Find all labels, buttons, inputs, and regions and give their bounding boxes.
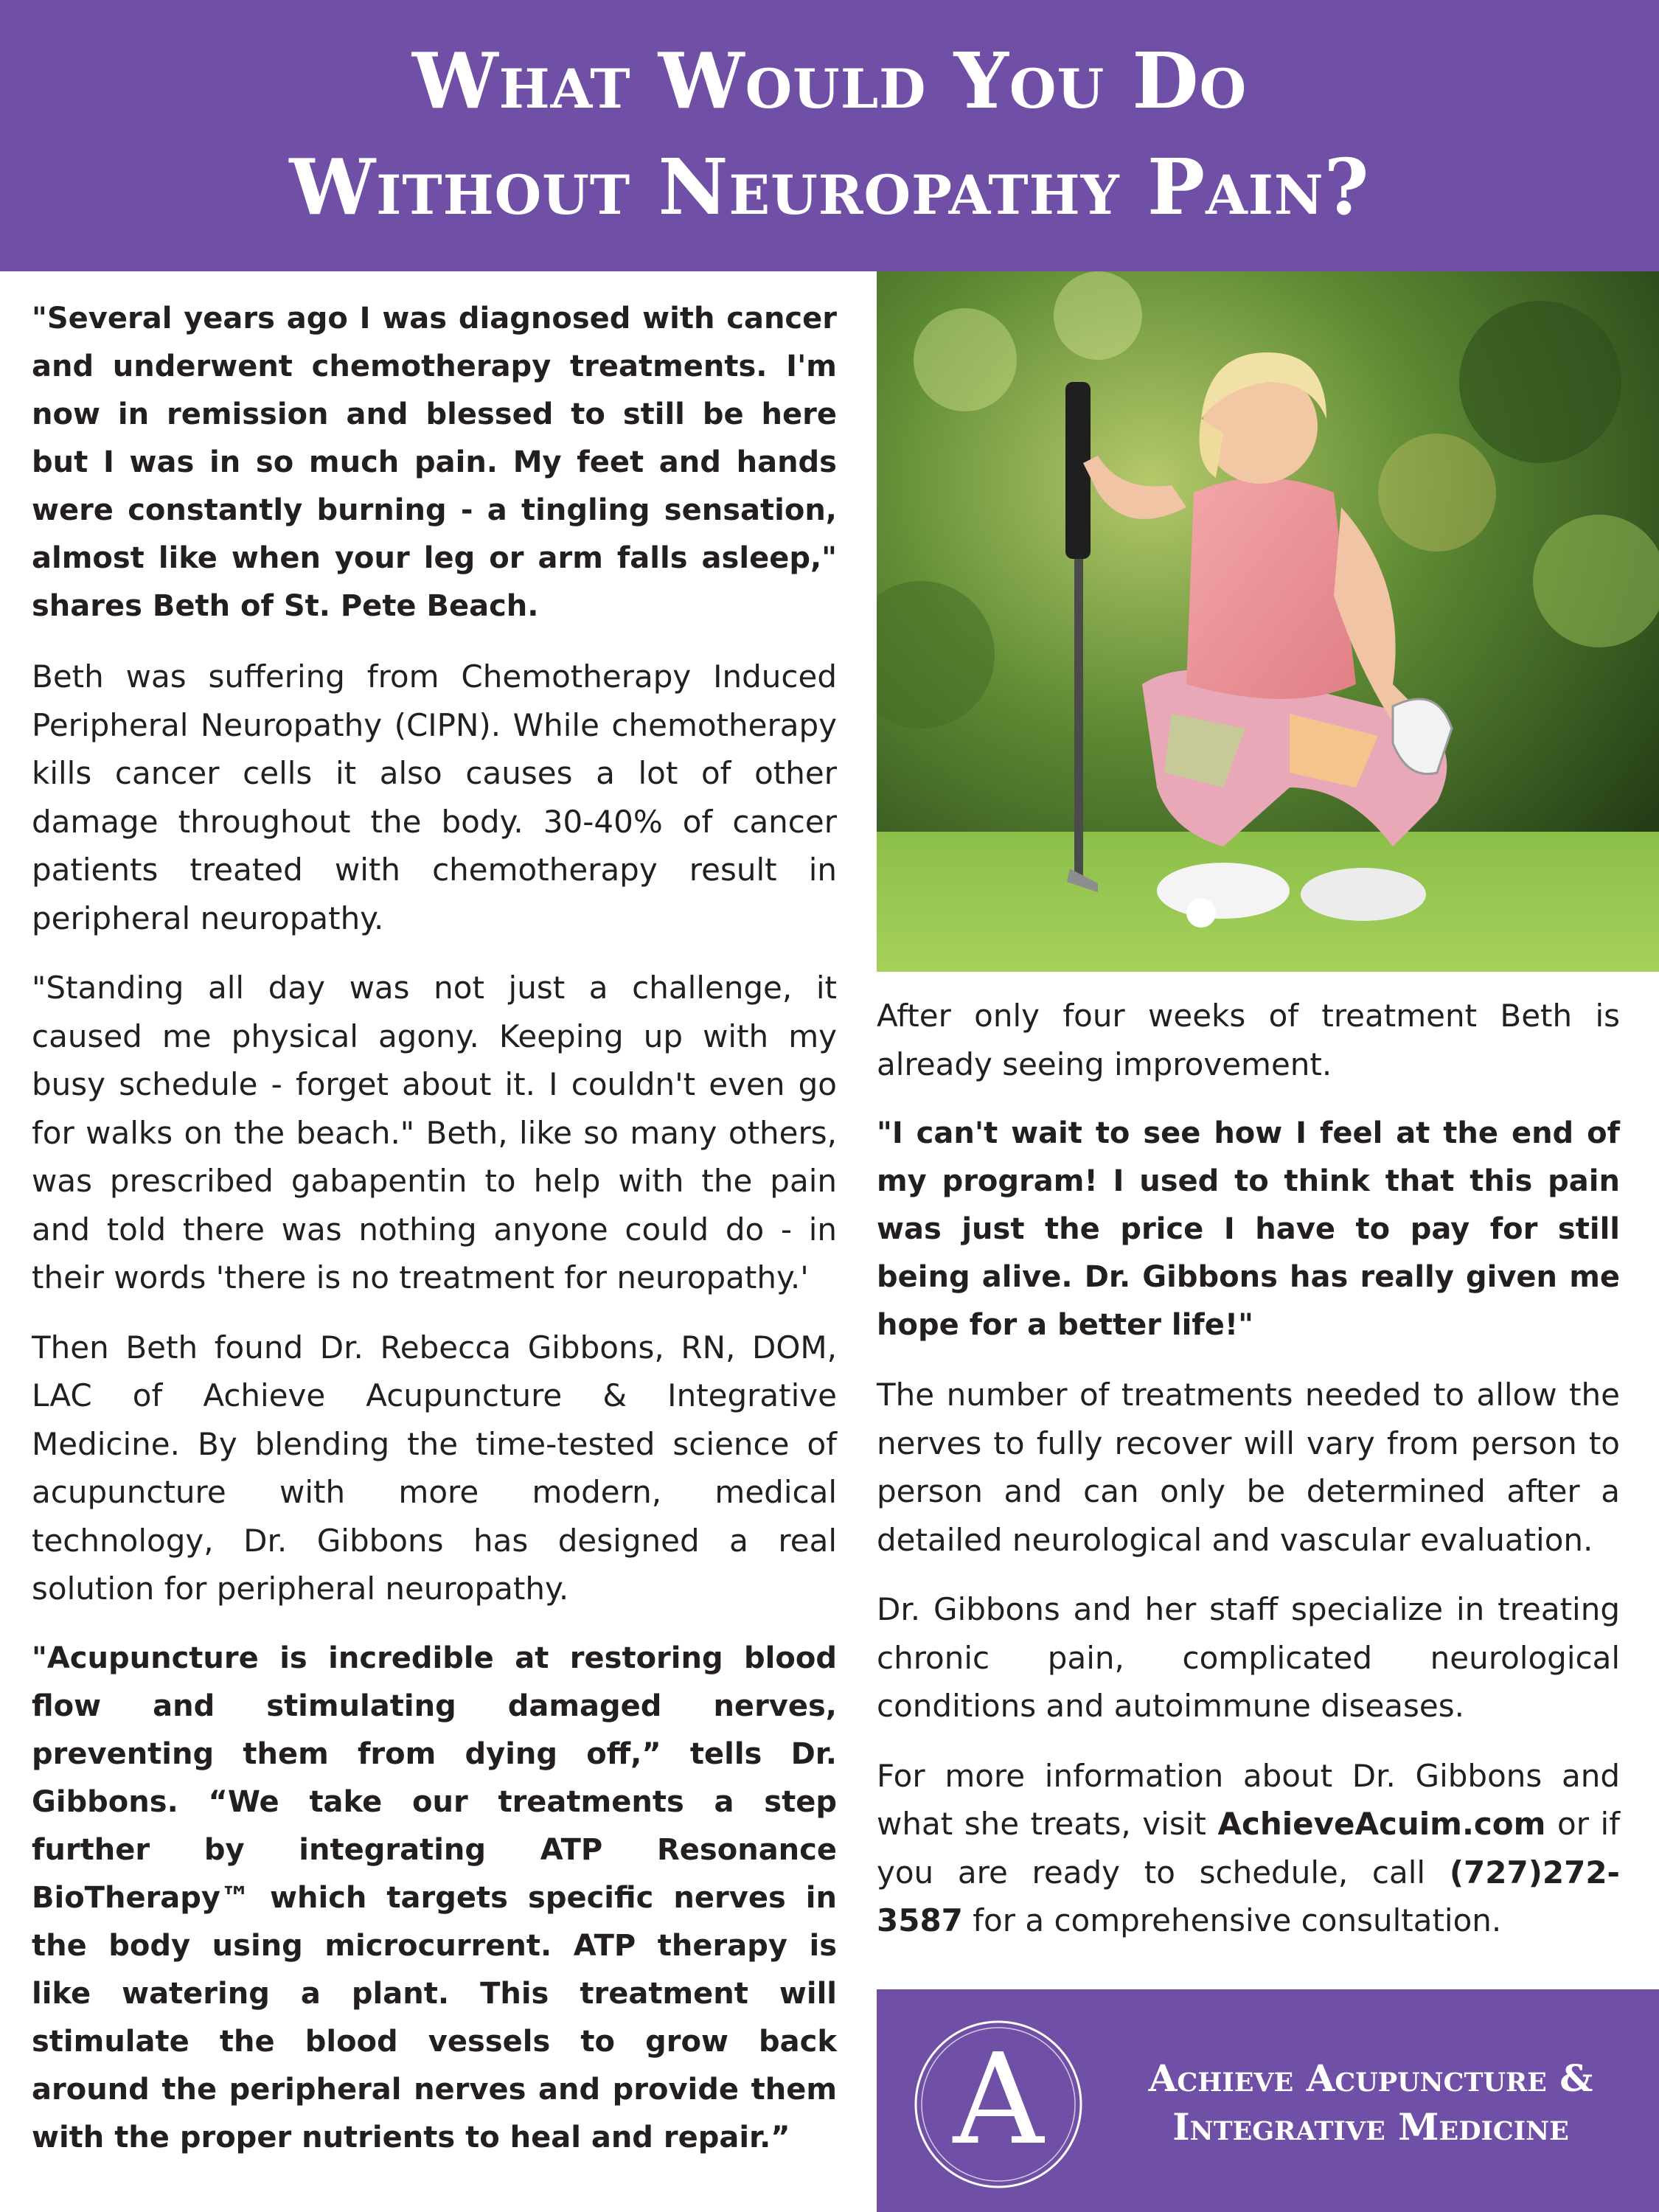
beth-closing-quote: "I can't wait to see how I feel at the end of my program! I used to think that this pain was just the price I have to pay for still being alive. Dr. Gibbons has really given me hope for a better life!" [877,1116,1620,1342]
treatments-paragraph: The number of treatments needed to allow the nerves to fully recover will vary from person to person and can only be determined after a detailed neurological and vascular evaluation. [877,1377,1620,1558]
golfer-photo [877,271,1659,972]
cipn-paragraph: Beth was suffering from Chemotherapy Induced Peripheral Neuropathy (CIPN). While chemotherapy kills cancer cells it also causes a lot of other damage throughout the body. 30-40% of cancer patients treated with chemotherapy result in peripheral neuropathy. [32,658,837,936]
improvement-paragraph: After only four weeks of treatment Beth is already seeing improvement. [877,998,1620,1082]
clinic-logo-box [877,1989,1659,2212]
specialties-paragraph: Dr. Gibbons and her staff specialize in treating chronic pain, complicated neurological conditions and autoimmune diseases. [877,1591,1620,1724]
contact-text-3: for a comprehensive consultation. [962,1902,1502,1938]
clinic-name-line-1: Achieve Acupuncture & [1148,2056,1593,2100]
headline-line-1: What Would You Do [411,35,1248,126]
logo-emblem-icon [910,2016,1087,2193]
clinic-name-line-2: Integrative Medicine [1172,2105,1569,2149]
contact-text-2: or if you are ready to schedule, call [877,1806,1620,1891]
left-column [32,295,837,2162]
contact-paragraph [877,1752,1620,1945]
headline-line-2: Without Neuropathy Pain? [289,142,1370,232]
contact-text-1: For more information about Dr. Gibbons and what she treats, visit [877,1757,1620,1842]
website-link[interactable]: AchieveAcuim.com [1217,1806,1546,1842]
beth-opening-quote: "Several years ago I was diagnosed with cancer and underwent chemotherapy treatments. I'm now in remission and blessed to still be here but I was in so much pain. My feet and hands were constantly burning - a tingling sensation, almost like when your leg or arm falls asleep," shares Beth of St. Pete Beach. [32,302,837,623]
phone-number[interactable]: (727)272-3587 [877,1854,1620,1938]
dr-gibbons-intro-paragraph: Then Beth found Dr. Rebecca Gibbons, RN, DOM, LAC of Achieve Acupuncture & Integrative Medicine. By blending the time-tested science of acupuncture with more modern, medical technology, Dr. Gibbons has designed a real solution for peripheral neuropathy. [32,1329,837,1607]
clinic-name [1098,2054,1644,2152]
header-banner [0,0,1659,271]
standing-quote-paragraph: "Standing all day was not just a challenge, it caused me physical agony. Keeping up with my busy schedule - forget about it. I couldn't even go for walks on the beach." Beth, like so many others, was prescribed gabapentin to help with the pain and told there was nothing anyone could do - in their words 'there is no treatment for neuropathy.' [32,970,837,1295]
logo-letter: A [953,2027,1044,2173]
acupuncture-quote: "Acupuncture is incredible at restoring blood flow and stimulating damaged nerves, preventing them from dying off,” tells Dr. Gibbons. “We take our treatments a step further by integrating ATP Resonance BioTherapy™ which targets specific nerves in the body using microcurrent. ATP therapy is like watering a plant. This treatment will stimulate the blood vessels to grow back around the peripheral nerves and provide them with the proper nutrients to heal and repair.” [32,1641,837,2154]
right-column [877,992,1620,1945]
